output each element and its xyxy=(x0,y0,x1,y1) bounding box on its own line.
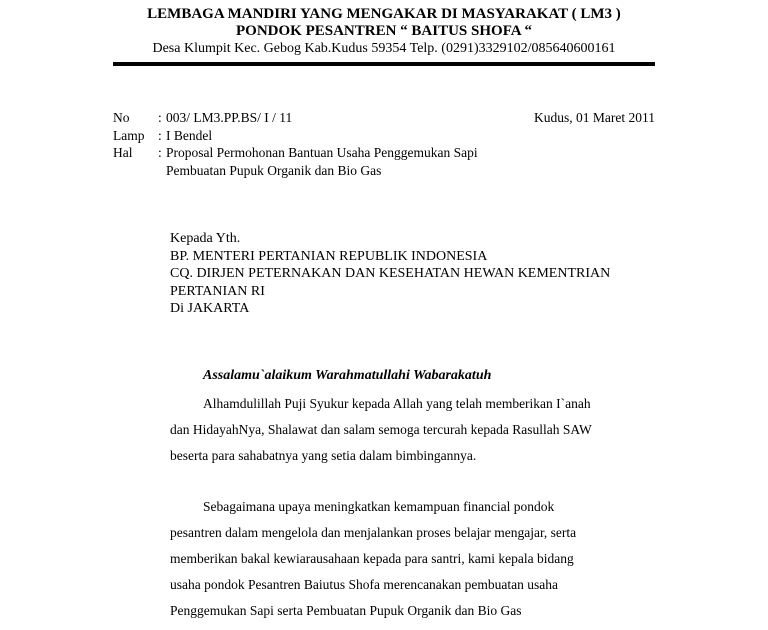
letter-meta xyxy=(113,109,655,179)
address-line-5: Di JAKARTA xyxy=(170,301,250,316)
subject-label: Hal xyxy=(113,145,133,160)
number-colon: : xyxy=(158,110,162,125)
meta-row-subject-cont xyxy=(113,162,655,180)
letter-date: Kudus, 01 Maret 2011 xyxy=(534,110,655,125)
number-label: No xyxy=(113,110,130,125)
address-line-3: CQ. DIRJEN PETERNAKAN DAN KESEHATAN HEWAN KEMENTRIAN xyxy=(170,266,611,281)
subject-colon: : xyxy=(158,145,162,160)
paragraph-2-line: Penggemukan Sapi serta Pembuatan Pupuk Organik dan Bio Gas xyxy=(170,603,522,618)
address-line-2: BP. MENTERI PERTANIAN REPUBLIK INDONESIA xyxy=(170,248,488,264)
recipient-address xyxy=(170,230,610,318)
institution-name: LEMBAGA MANDIRI YANG MENGAKAR DI MASYARAKAT ( LM3 ) xyxy=(147,6,621,22)
paragraph-1-line: dan HidayahNya, Shalawat dan salam semoga tercurah kepada Rasullah SAW xyxy=(170,422,592,437)
paragraph-1-line: beserta para sahabatnya yang setia dalam bimbingannya. xyxy=(170,448,477,463)
attachment-colon: : xyxy=(158,127,162,143)
institution-address: Desa Klumpit Kec. Gebog Kab.Kudus 59354 Telp. (0291)3329102/085640600161 xyxy=(152,41,616,56)
subject-line-1: Proposal Permohonan Bantuan Usaha Penggemukan Sapi xyxy=(166,145,478,160)
meta-row-subject xyxy=(113,144,655,162)
attachment-label: Lamp xyxy=(113,127,145,143)
paragraph-2-line: memberikan bakal kewiarausahaan kepada para santri, kami kepala bidang xyxy=(170,551,574,566)
letter-number: 003/ LM3.PP.BS/ I / 11 xyxy=(166,110,293,125)
paragraph-1-line: Alhamdulillah Puji Syukur kepada Allah yang telah memberikan I`anah xyxy=(203,396,591,411)
letterhead xyxy=(0,6,768,57)
address-line-1: Kepada Yth. xyxy=(170,231,241,246)
paragraph-2-line: Sebagaimana upaya meningkatkan kemampuan financial pondok xyxy=(203,499,555,514)
letterhead-divider xyxy=(113,62,655,66)
paragraph-2-line: pesantren dalam mengelola dan menjalankan proses belajar mengajar, serta xyxy=(170,525,577,540)
greeting: Assalamu`alaikum Warahmatullahi Wabarakatuh xyxy=(203,368,492,383)
subject-line-2: Pembuatan Pupuk Organik dan Bio Gas xyxy=(166,162,382,178)
paragraph-2-line: usaha pondok Pesantren Baiutus Shofa merencanakan pembuatan usaha xyxy=(170,577,559,592)
pesantren-name: PONDOK PESANTREN “ BAITUS SHOFA “ xyxy=(235,23,532,39)
attachment-value: I Bendel xyxy=(166,127,213,143)
meta-row-attachment xyxy=(113,127,655,145)
address-line-4: PERTANIAN RI xyxy=(170,283,265,299)
